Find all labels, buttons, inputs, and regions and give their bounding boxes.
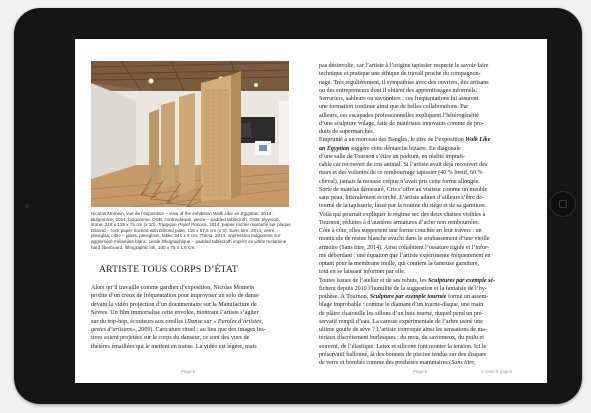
text-seg-italic: an Egyptian (319, 145, 350, 152)
text-seg: pothèse. À Tournon, (319, 294, 370, 300)
text-line: duits de supermarchés. (319, 129, 375, 135)
left-body-text (91, 284, 291, 351)
text-seg: , (474, 360, 476, 366)
caption-seg: , 2014 : (258, 211, 274, 216)
tablet-device (14, 8, 582, 404)
text-line: ou des entrepreneurs dont il obtient des apprentissages informels. (319, 87, 478, 94)
text-seg-italic: Sculptures par exemple sé- (428, 277, 496, 284)
text-seg: sur du trip-hop, écouteurs aux oreilles ( (91, 318, 187, 325)
photo-caption (91, 211, 293, 250)
text-line (319, 145, 529, 153)
page-number-right: Page 6 (413, 369, 428, 374)
text-line: d’une salle de Tournon s’étire un podium, en réalité imprati- (319, 153, 465, 160)
text-line: tourné de la tapisserie, lassé par la routine du siège et de sa garniture. (319, 203, 487, 210)
text-line (319, 293, 529, 301)
page-number-left: Page 5 (181, 369, 196, 374)
text-seg-italic: Sculpture par exemple tournée (369, 294, 447, 300)
front-camera (25, 204, 29, 208)
caption-seg: Trama (199, 233, 213, 239)
text-line: blage improbable : comme le diamant d’un tourne-disque, une main (319, 302, 484, 309)
text-line: optant pour la membrane molle, qui contient la fameuse garniture, (319, 261, 480, 267)
text-line: fichent depuis 2010 l’humilité de la suggestion et la fantaisie de l’hy- (319, 285, 487, 292)
text-line: monticule de résine blanche avachi dans le soubassement d’une vieille (319, 236, 490, 243)
text-line: sans peau, littéralement écorché. L’artiste admet d’ailleurs s’être dé- (319, 195, 484, 201)
text-line: cable car recouvert de cris animal. Si l’artiste avait déjà recouvert des (319, 162, 488, 168)
text-line: Côte à côte, elles supportent une forme couchée en leur travers : un (319, 228, 482, 234)
exhibition-photo (91, 61, 289, 207)
text-line: Tournon, réduites à d’austères armatures d’acier non rembourrées. (319, 219, 480, 226)
caption-seg: Sans titre (229, 227, 249, 233)
text-seg: suggère cette démarche bizarre. En diagonale (349, 145, 461, 152)
text-line: souvent, de l’élastique. Latex et silicone font monter la tension. Ici le (319, 343, 487, 350)
text-line (319, 277, 529, 285)
right-page[interactable] (311, 39, 547, 383)
text-seg-italic: gestes d’artisans (91, 327, 133, 334)
text-line: tives soient projetées sur le corps du danseur, ce sont des vues de (91, 335, 250, 342)
text-line: nage. Très régulièrement, il sympathise avec des ouvriers, des artisans (319, 79, 489, 86)
text-seg-italic: Danse sur « Paroles d’artistes, (186, 318, 263, 325)
text-line: une formation continue ainsi que de belles collaborations. Par (319, 104, 469, 111)
text-line: Sorte de matelas démesuré, Cris s’offre au visiteur comme un meuble (319, 186, 488, 193)
text-line (319, 136, 529, 144)
right-body-text (319, 62, 529, 367)
text-line: de plâtre chatouille les sillons d’un bois tourné, duquel pend un pré- (319, 310, 484, 317)
text-line: Voilà qui pourrait expliquer le régime sec des deux chaises visibles à (319, 211, 486, 218)
text-line: me débordant : une équation que l’artiste expérimente fréquemment en (319, 252, 491, 259)
pages-remaining: 8 reste 8 pages (481, 369, 513, 374)
text-line: ultime goutte de sève ? L’artiste convoque ainsi les sensations de ma- (319, 327, 487, 333)
text-seg: Emprunté à un morceau des Bangles, le titre de l’exposition (319, 137, 466, 144)
text-line: profite d’un creux de fréquentation pour improviser un solo de danse (91, 293, 259, 300)
text-line: murs et des volumes de ce rembourrage tapissier (40 % breuf, 60 % (319, 170, 483, 177)
text-line: d’une sculpture volage, faite de matériaux innovants comme de pro- (319, 120, 484, 127)
text-line: technique et pratique une éthique de travail proche du compagnon- (319, 71, 481, 78)
text-line: ailleurs, ces escapades professionnelles expliquent l’hétérogénéité (319, 112, 479, 119)
text-line: tout en se laissant informer par elle. (319, 269, 406, 276)
text-seg-italic: Sans titre (451, 360, 475, 366)
caption-seg: , 2014, papier rocher marouflé sur plaque Dibond – rock paper backed with Dibond plate, 116 x 87,5 cm (x 3). (91, 222, 291, 233)
caption-seg: , 2014, bulgomme, OSB, contreplaqué, pierre – padded tablecloth, OSB, plywood, stone, 216 x 125 x 75 cm (x 10). (91, 216, 280, 228)
text-line (91, 318, 291, 326)
text-line: armoire (Sans titre, 2014). Ainsi cohabitent l’ossature rigide et l’infor- (319, 244, 489, 251)
text-line (319, 359, 529, 367)
text-seg: », 2009). Caricature rituel : au lieu que des images fes- (132, 327, 266, 334)
caption-seg: , 2014, impression bulgomme sur aggloméré mélaminé blanc, cerde lithographique – padded tablecloth imprint on white melamine hard fiberboard, lithographic ink, 100 x 78 x 1,6 cm. (91, 233, 287, 250)
text-line: servatif rempli d’eau. La caresse expérimentale de l’arbre usiné une (319, 318, 483, 325)
ebook-screen (75, 39, 547, 383)
section-heading: ARTISTE TOUS CORPS D’ÉTAT (99, 264, 238, 275)
left-page[interactable] (75, 39, 311, 383)
caption-seg: Walk Like an Egyptian (213, 211, 259, 216)
caption-seg: Nicolas Momein, vue de l’exposition – view of the exhibition (91, 211, 214, 216)
caption-seg: Bulgomme (91, 216, 113, 222)
text-line (91, 326, 291, 334)
text-line: préservatif ballonné, là des bonnets de piscine tendus sur des disques (319, 351, 486, 358)
text-line: cheval), jamais la mousse crépue n’avait pris cette forme allongée. (319, 178, 481, 185)
text-seg: Toutes issues de l’atelier et de ses rebuts, les (319, 277, 429, 284)
text-line: tériaux discrètement burlesques : du mou, du savonneux, du poilu et (319, 335, 484, 342)
text-line: Alors qu’il travaille comme gardien d’exposition, Nicolas Momein (91, 285, 255, 291)
text-seg: de verre et bombés comme des prothèses mammaires ( (319, 360, 452, 366)
text-line: devant la vidéo projection d’un documentaire sur la Manufacture de (91, 301, 257, 308)
text-line: pas désinvolte, car l’artiste à l’origine tapissier respecte le savoir-faire (319, 63, 489, 69)
home-button[interactable] (550, 191, 576, 217)
caption-seg: Triptyque Papel Rocosa (157, 222, 207, 228)
caption-seg: , 2014, verre, plexiglas, cible – glass, plexiglass, table, 241 x 6 cm. (91, 227, 276, 239)
home-square-icon (559, 200, 567, 208)
text-line: théières émaillées qui le mettent en transe. La vidéo est légère, mais (91, 343, 257, 350)
text-seg-italic: Walk Like (465, 137, 491, 144)
text-line: Sèvres. Un film immortalise cette envolée, montrant l’artiste s’agiter (91, 310, 259, 317)
text-seg: forme un assem- (446, 294, 489, 300)
text-line: Serruriers, sableurs ou savonniers : ces fréquentations lui assurent (319, 96, 479, 102)
